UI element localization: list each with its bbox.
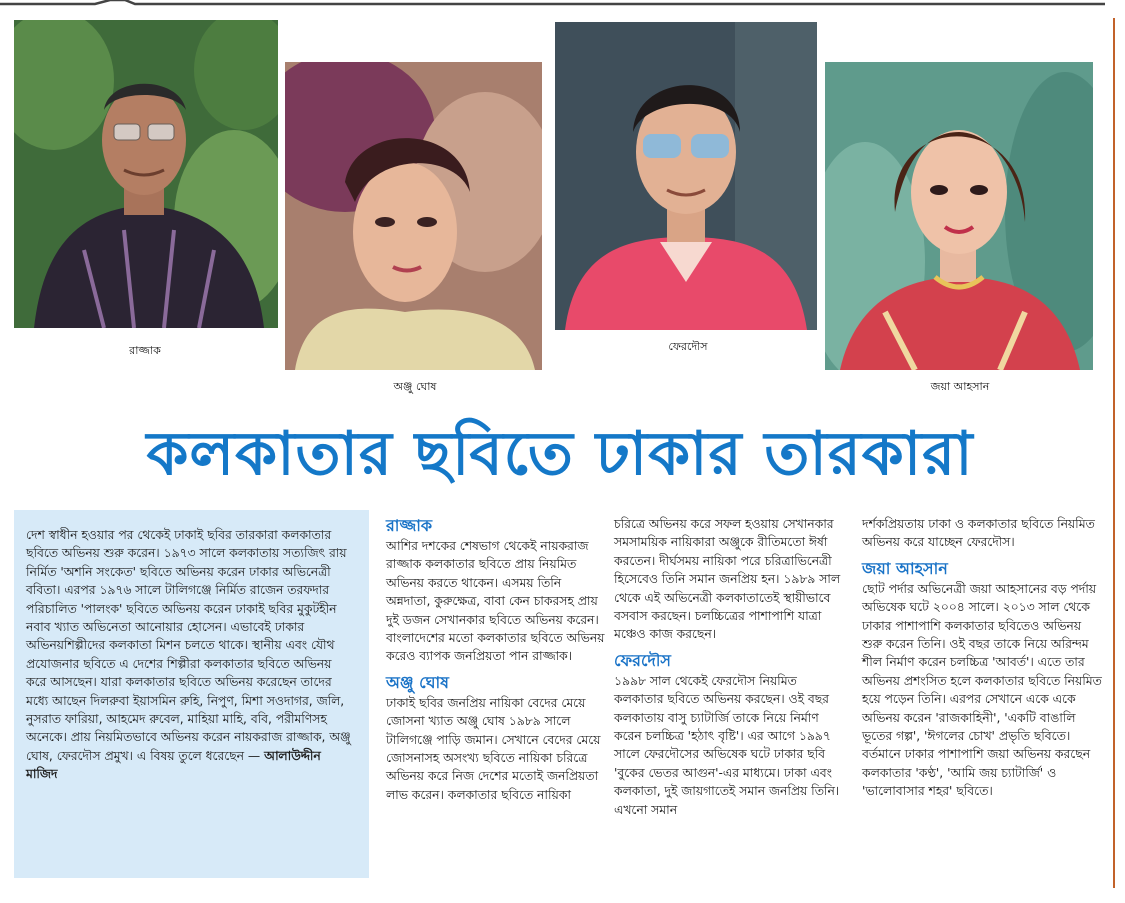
photo-anju xyxy=(285,62,542,370)
intro-box xyxy=(14,510,369,878)
caption-anju: অঞ্জু ঘোষ xyxy=(393,380,437,393)
top-border xyxy=(0,0,1105,10)
caption-ferdous: ফেরদৌস xyxy=(668,340,708,353)
photo-ferdous xyxy=(555,22,817,330)
headline: কলকাতার ছবিতে ঢাকার তারকারা xyxy=(146,419,974,489)
text-razzak: আশির দশকের শেষভাগ থেকেই নায়করাজ রাজ্জাক কলকাতার ছবিতে প্রায় নিয়মিত অভিনয় করতে থাকেন। এসময় তিনি অন্নদাতা, কুরুক্ষেত্র, বাবা কেন চাকরসহ প্রায় দুই ডজন সেখানকার ছবিতে অভিনয় করেন। বাংলাদেশের মতো কলকাতার ছবিতে অভিনয় করেও ব্যাপক জনপ্রিয়তা পান রাজ্জাক। xyxy=(386,539,605,664)
intro-text xyxy=(26,526,355,784)
text-joya: ছোট পর্দার অভিনেত্রী জয়া আহসানের বড় পর্দায় অভিষেক ঘটে ২০০৪ সালে। ২০১৩ সাল থেকে ঢাকার পাশাপাশি কলকাতার ছবিতেও অভিনয় শুরু করেন তিনি। ওই বছর তাকে নিয়ে অরিন্দম শীল নির্মাণ করেন চলচ্চিত্র 'আবর্ত'। এতে তার অভিনয় প্রশংসিত হলে কলকাতার ছবিতে নিয়মিত হয়ে পড়েন তিনি। এরপর সেখানে একে একে অভিনয় করেন 'রাজকাহিনী', 'একটি বাঙালি ভূতের গল্প', 'ঈগলের চোখ' প্রভৃতি ছবিতে। বর্তমানে ঢাকার পাশাপাশি জয়া অভিনয় করছেন কলকাতার 'কণ্ঠ', 'আমি জয় চ্যাটার্জি' ও 'ভালোবাসার শহর' ছবিতে। xyxy=(862,581,1102,799)
text-anju-cont: চরিত্রে অভিনয় করে সফল হওয়ায় সেখানকার সমসাময়িক নায়িকারা অঞ্জুকে রীতিমতো ঈর্ষা করতেন। দীর্ঘসময় নায়িকা পরে চরিত্রাভিনেত্রী হিসেবেও তিনি সমান জনপ্রিয় হন। ১৯৮৯ সাল থেকে এই অভিনেত্রী কলকাতাতেই স্থায়ীভাবে বসবাস করছেন। চলচ্চিত্রের পাশাপাশি যাত্রা মঞ্চেও কাজ করছেন। xyxy=(614,517,841,642)
subhead-razzak: রাজ্জাক xyxy=(386,516,433,535)
column-4 xyxy=(862,515,1102,801)
photo-razzak xyxy=(14,20,278,328)
column-3 xyxy=(614,515,844,819)
column-2 xyxy=(386,515,606,804)
subhead-joya: জয়া আহসান xyxy=(862,558,948,578)
subhead-anju: অঞ্জু ঘোষ xyxy=(386,672,449,692)
text-anju: ঢাকাই ছবির জনপ্রিয় নায়িকা বেদের মেয়ে জোসনা খ্যাত অঞ্জু ঘোষ ১৯৮৯ সালে টালিগঞ্জে পাড়ি জমান। সেখানে বেদের মেয়ে জোসনাসহ অসংখ্য ছবিতে নায়িকা চরিত্রে অভিনয় করে নিজ দেশের মতোই জনপ্রিয়তা লাভ করেন। কলকাতার ছবিতে নায়িকা xyxy=(386,695,601,802)
text-ferdous: ১৯৯৮ সাল থেকেই ফেরদৌস নিয়মিত কলকাতার ছবিতে অভিনয় করছেন। ওই বছর কলকাতায় বাসু চ্যাটার্জি তাকে নিয়ে নির্মাণ করেন চলচ্চিত্র 'হঠাৎ বৃষ্টি'। এর আগে ১৯৯৭ সালে ফেরদৌসের অভিষেক ঘটে ঢাকার ছবি 'বুকের ভেতর আগুন'-এর মাধ্যমে। ঢাকা এবং কলকাতা, দুই জায়গাতেই সমান জনপ্রিয় তিনি। এখনো সমান xyxy=(614,673,840,817)
subhead-ferdous: ফেরদৌস xyxy=(614,650,671,670)
caption-razzak: রাজ্জাক xyxy=(129,344,161,357)
byline: আলাউদ্দীন মাজিদ xyxy=(26,748,321,782)
text-ferdous-cont: দর্শকপ্রিয়তায় ঢাকা ও কলকাতার ছবিতে নিয়মিত অভিনয় করে যাচ্ছেন ফেরদৌস। xyxy=(862,517,1095,550)
caption-joya: জয়া আহসান xyxy=(930,380,990,393)
photo-joya xyxy=(825,62,1093,370)
right-rule xyxy=(1113,18,1115,888)
intro-body: দেশ স্বাধীন হওয়ার পর থেকেই ঢাকাই ছবির তারকারা কলকাতার ছবিতে অভিনয় শুরু করেন। ১৯৭৩ সালে কলকাতায় সত্যজিৎ রায় নির্মিত 'অশনি সংকেত' ছবিতে অভিনয় করেন ঢাকার অভিনেত্রী ববিতা। এরপর ১৯৭৬ সালে টালিগঞ্জে নির্মিত রাজেন তরফদার পরিচালিত 'পালংক' ছবিতে অভিনয় করেন ঢাকাই ছবির মুকুটহীন নবাব খ্যাত অভিনেতা আনোয়ার হোসেন। এভাবেই ঢাকার অভিনয়শিল্পীদের কলকাতা মিশন চলতে থাকে। স্থানীয় এবং যৌথ প্রযোজনার ছবিতে এ দেশের শিল্পীরা কলকাতার ছবিতে অভিনয় করে আসছেন। যারা কলকাতার ছবিতে অভিনয় করেছেন তাদের মধ্যে আছেন দিলরুবা ইয়াসমিন রুহি, নিপুণ, মিশা সওদাগর, জলি, নুসরাত ফারিয়া, আহমেদ রুবেল, মাহিয়া মাহি, ববি, পরীমণিসহ অনেকে। প্রায় নিয়মিতভাবে অভিনয় করেন নায়করাজ রাজ্জাক, অঞ্জু ঘোষ, ফেরদৌস প্রমুখ। এ বিষয় তুলে ধরেছেন — xyxy=(26,528,351,763)
